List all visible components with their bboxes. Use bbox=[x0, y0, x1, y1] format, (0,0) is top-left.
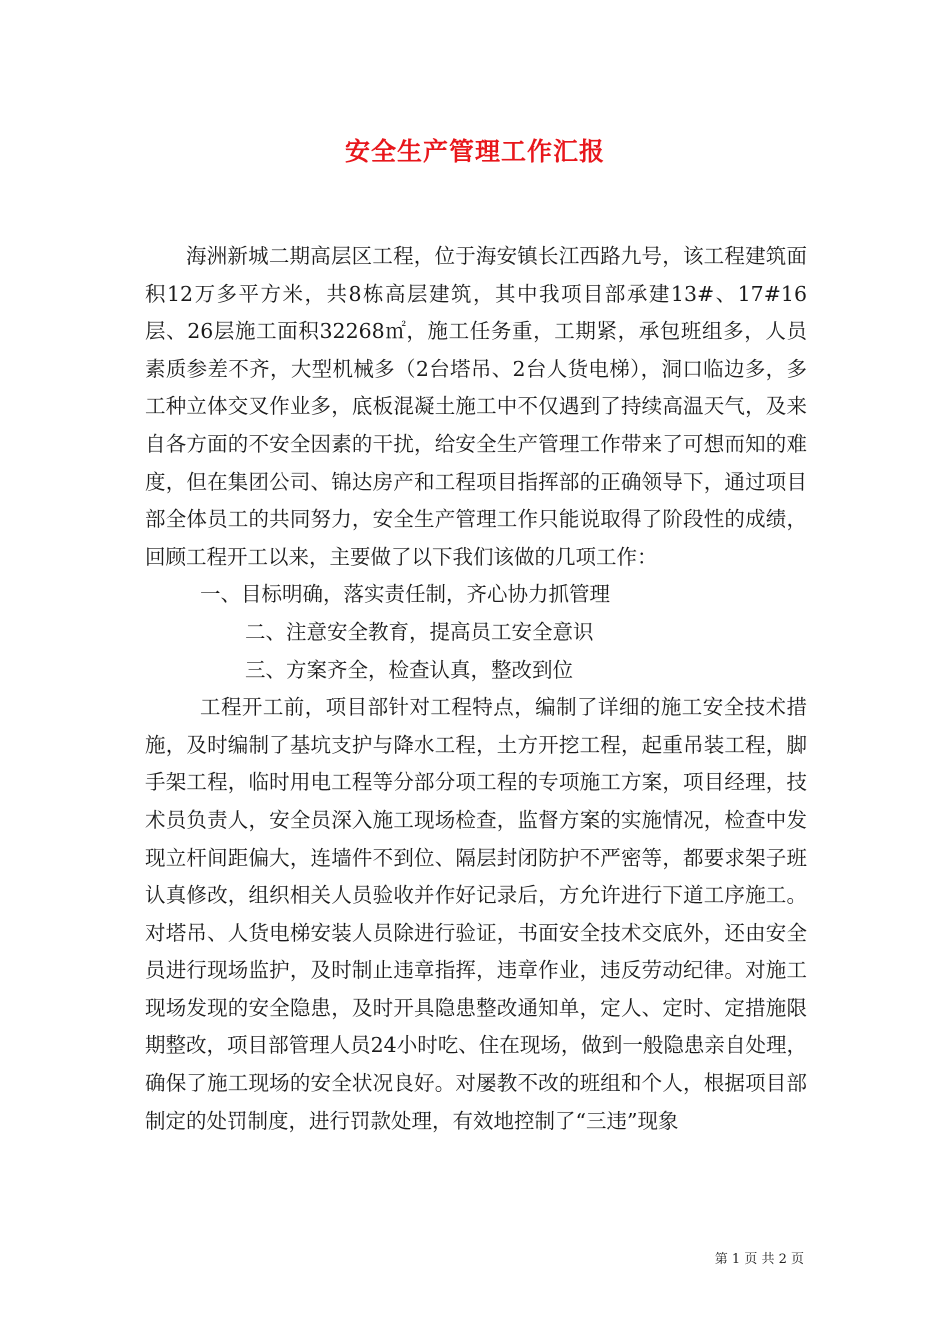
section-heading-2: 二、注意安全教育，提高员工安全意识 bbox=[245, 619, 594, 644]
section-heading-1: 一、目标明确，落实责任制，齐心协力抓管理 bbox=[200, 582, 610, 607]
intro-paragraph: 海洲新城二期高层区工程，位于海安镇长江西路九号，该工程建筑面积12万多平方米，共8栋高层建筑，其中我项目部承建13#、17#16层、26层施工面积32268㎡，施工任务重，工期紧，承包班组多，人员素质参差不齐，大型机械多（2台塔吊、2台人货电梯），洞口临边多，多工种立体交叉作业多，底板混凝土施工中不仅遇到了持续高温天气，及来自各方面的不安全因素的干扰，给安全生产管理工作带来了可想而知的难度，但在集团公司、锦达房产和工程项目指挥部的正确领导下，通过项目部全体员工的共同努力，安全生产管理工作只能说取得了阶段性的成绩，回顾工程开工以来，主要做了以下我们该做的几项工作： bbox=[145, 244, 807, 569]
document-title: 安全生产管理工作汇报 bbox=[344, 137, 605, 166]
section-3-paragraph: 工程开工前，项目部针对工程特点，编制了详细的施工安全技术措施，及时编制了基坑支护与降水工程，土方开挖工程，起重吊装工程，脚手架工程，临时用电工程等分部分项工程的专项施工方案，项目经理，技术员负责人，安全员深入施工现场检查，监督方案的实施情况，检查中发现立杆间距偏大，连墙件不到位、隔层封闭防护不严密等，都要求架子班认真修改，组织相关人员验收并作好记录后，方允许进行下道工序施工。对塔吊、人货电梯安装人员除进行验证，书面安全技术交底外，还由安全员进行现场监护，及时制止违章指挥，违章作业，违反劳动纪律。对施工现场发现的安全隐患，及时开具隐患整改通知单，定人、定时、定措施限期整改，项目部管理人员24小时吃、住在现场，做到一般隐患亲自处理，确保了施工现场的安全状况良好。对屡教不改的班组和个人，根据项目部制定的处罚制度，进行罚款处理，有效地控制了“三违”现象 bbox=[145, 695, 807, 1133]
section-heading-3: 三、方案齐全，检查认真，整改到位 bbox=[245, 657, 573, 682]
document-body bbox=[145, 238, 807, 1140]
page-footer: 第 1 页 共 2 页 bbox=[714, 1252, 804, 1267]
